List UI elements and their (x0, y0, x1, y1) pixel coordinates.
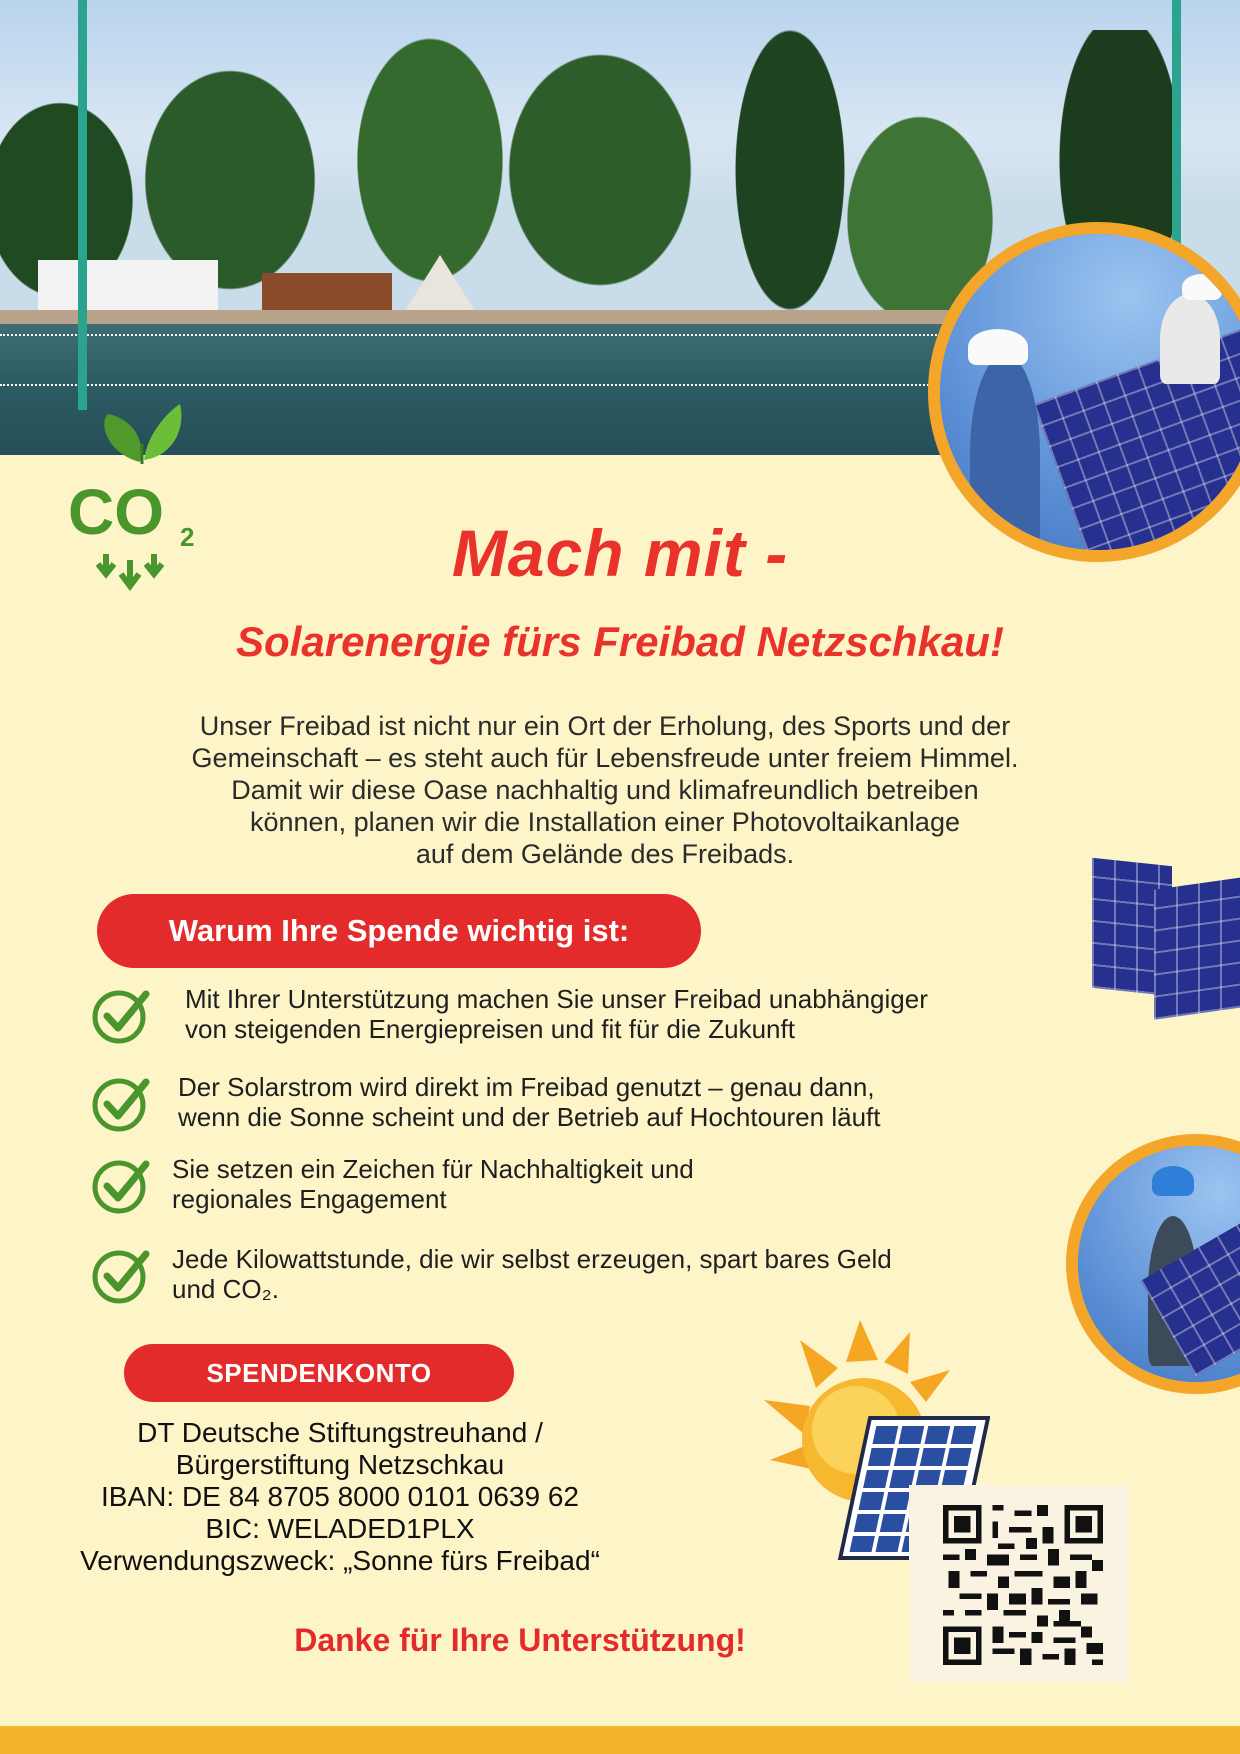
building-brown (262, 273, 392, 311)
checkmark-icon (90, 1072, 152, 1134)
why-heading: Warum Ihre Spende wichtig ist: (97, 894, 701, 968)
list-item (90, 980, 1080, 1050)
intro-line: Damit wir diese Oase nachhaltig und klimafreundlich betreiben (231, 775, 979, 805)
purpose: Verwendungszweck: „Sonne fürs Freibad“ (80, 1545, 600, 1576)
bank-account-details (40, 1417, 640, 1577)
intro-line: auf dem Gelände des Freibads. (415, 839, 795, 869)
list-item-text: Mit Ihrer Unterstützung machen Sie unser Freibad unabhängiger von steigenden Energiepreisen und fit für die Zukunft (185, 984, 928, 1044)
headline-sub: Solarenergie fürs Freibad Netzschkau! (236, 618, 1004, 665)
intro-line: können, planen wir die Installation einer Photovoltaikanlage (250, 807, 960, 837)
list-item (90, 1150, 1080, 1220)
footer-bar (0, 1726, 1240, 1754)
thank-you-text: Danke für Ihre Unterstützung! (294, 1622, 746, 1658)
checkmark-icon (90, 984, 152, 1046)
list-item-text: Jede Kilowattstunde, die wir selbst erzeugen, spart bares Geld und CO₂. (172, 1244, 892, 1304)
helmet (968, 329, 1028, 365)
helmet (1152, 1166, 1194, 1196)
helmet (1182, 274, 1222, 300)
headline-main: Mach mit - (451, 516, 789, 590)
account-holder: DT Deutsche Stiftungstreuhand / (137, 1417, 543, 1448)
list-item (90, 1240, 1080, 1310)
list-item-text: Der Solarstrom wird direkt im Freibad genutzt – genau dann, wenn die Sonne scheint und der Betrieb auf Hochtouren läuft (178, 1072, 881, 1132)
list-item (90, 1068, 1080, 1138)
lane-rope (0, 384, 940, 388)
intro-line: Gemeinschaft – es steht auch für Lebensfreude unter freiem Himmel. (191, 743, 1019, 773)
checkmark-icon (90, 1244, 152, 1306)
checkmark-icon (90, 1154, 152, 1216)
light-pole (78, 0, 87, 410)
co2-sub: 2 (180, 522, 195, 552)
qr-code[interactable] (909, 1485, 1129, 1683)
solar-panel (1154, 874, 1240, 1019)
spendenkonto-heading: SPENDENKONTO (124, 1344, 514, 1402)
solar-panels-decoration (1088, 862, 1240, 1032)
photo-solar-installers (928, 222, 1240, 562)
iban: IBAN: DE 84 8705 8000 0101 0639 62 (101, 1481, 579, 1512)
worker (1160, 294, 1220, 384)
intro-line: Unser Freibad ist nicht nur ein Ort der Erholung, des Sports und der (199, 711, 1011, 741)
account-holder-2: Bürgerstiftung Netzschkau (175, 1449, 505, 1480)
building-white (38, 260, 218, 310)
photo-solar-worker (1066, 1134, 1240, 1394)
co2-text: CO (68, 476, 164, 548)
building-tent (405, 255, 475, 311)
list-item-text: Sie setzen ein Zeichen für Nachhaltigkeit und regionales Engagement (172, 1154, 694, 1214)
lane-rope (0, 334, 940, 338)
bic: BIC: WELADED1PLX (205, 1513, 475, 1544)
intro-text (70, 710, 1140, 870)
